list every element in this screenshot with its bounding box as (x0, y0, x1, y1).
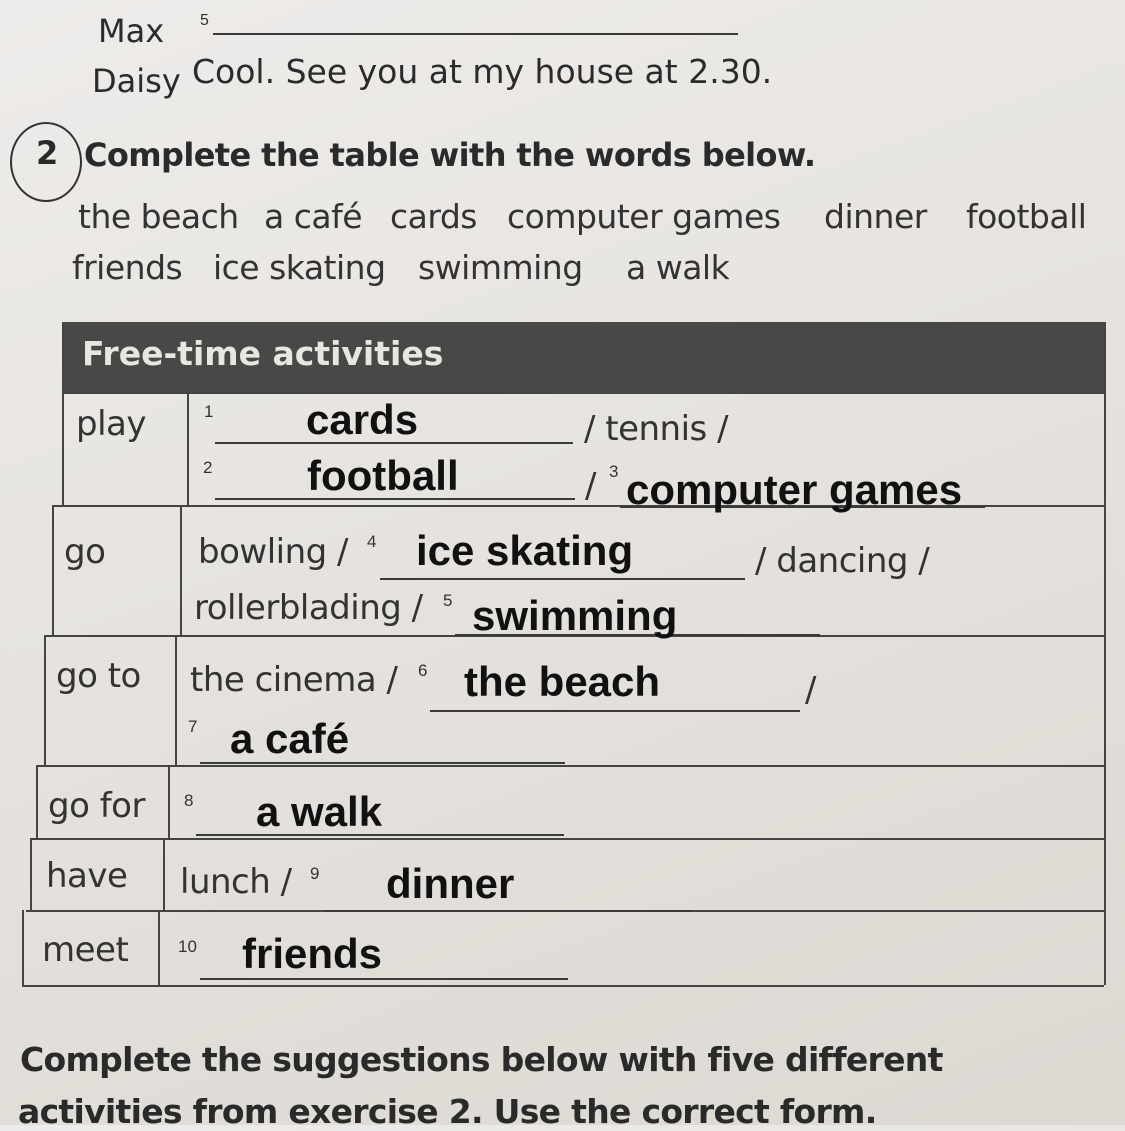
answer-7: a café (230, 715, 350, 762)
verb-meet: meet (42, 930, 129, 970)
gap-line (430, 710, 800, 712)
gap-line (380, 578, 745, 580)
row-divider (62, 392, 1106, 394)
gap-number: 7 (188, 717, 198, 736)
gap-line (325, 910, 693, 912)
word-bank-item: dinner (824, 197, 927, 236)
verb-go-to: go to (56, 656, 141, 696)
column-divider (175, 635, 177, 765)
answer-8: a walk (256, 788, 383, 835)
next-instruction-line2: activities from exercise 2. Use the correct form. (18, 1092, 877, 1131)
row-divider (36, 765, 1104, 767)
column-divider (158, 910, 160, 985)
word-bank-item: a walk (626, 248, 730, 287)
next-instruction-line1: Complete the suggestions below with five different (20, 1040, 943, 1079)
verb-go: go (64, 532, 106, 572)
cell-text: the cinema / (190, 660, 398, 700)
gap-number: 8 (184, 791, 194, 810)
speaker-daisy: Daisy (92, 62, 181, 100)
table-header-title: Free-time activities (82, 334, 444, 373)
cell-text: bowling / (198, 532, 348, 572)
gap-line (213, 33, 738, 35)
gap-number: 4 (367, 532, 377, 551)
word-bank-item: swimming (418, 248, 583, 287)
gap-number: 1 (204, 402, 214, 421)
answer-10: friends (242, 930, 383, 977)
gap-number: 5 (443, 591, 453, 610)
gap-number-5: 5 (200, 12, 209, 29)
gap-number: 2 (203, 458, 213, 477)
table-border-left (44, 635, 46, 765)
table-border-left (52, 505, 54, 635)
daisy-line: Cool. See you at my house at 2.30. (192, 52, 773, 91)
cell-text: / (805, 670, 816, 710)
gap-number: 3 (609, 462, 619, 481)
word-bank-item: a café (264, 197, 362, 236)
verb-go-for: go for (48, 786, 145, 826)
word-bank-item: ice skating (213, 248, 386, 287)
answer-6: the beach (464, 658, 661, 705)
gap-number: 10 (178, 937, 197, 956)
gap-number: 6 (418, 661, 428, 680)
word-bank-item: friends (72, 248, 183, 287)
gap-number: 9 (310, 864, 320, 883)
word-bank-item: the beach (78, 197, 239, 236)
row-divider (30, 838, 1104, 840)
column-divider (187, 392, 189, 505)
word-bank-item: football (966, 197, 1087, 236)
answer-3: computer games (626, 466, 963, 513)
verb-play: play (76, 404, 146, 444)
column-divider (163, 838, 165, 910)
answer-2: football (307, 452, 459, 499)
answer-1: cards (306, 396, 419, 443)
answer-9: dinner (386, 860, 515, 907)
cell-text: / dancing / (755, 541, 930, 581)
table-border-left (22, 910, 24, 985)
row-divider (22, 985, 1104, 987)
cell-text: / tennis / (584, 409, 729, 449)
exercise-instruction: Complete the table with the words below. (84, 136, 816, 174)
table-border-right (1104, 322, 1106, 985)
column-divider (180, 505, 182, 635)
cell-text: / (585, 466, 596, 506)
cell-text: lunch / (180, 862, 292, 902)
word-bank-item: computer games (507, 197, 781, 236)
exercise-number: 2 (36, 134, 59, 172)
answer-5: swimming (472, 592, 678, 639)
table-border-left (30, 838, 32, 910)
gap-line (200, 978, 568, 980)
speaker-max: Max (98, 12, 165, 50)
table-border-left (62, 322, 64, 505)
column-divider (168, 765, 170, 838)
answer-4: ice skating (416, 527, 634, 574)
cell-text: rollerblading / (194, 588, 423, 628)
word-bank-item: cards (390, 197, 477, 236)
verb-have: have (46, 856, 128, 896)
table-border-left (36, 765, 38, 838)
